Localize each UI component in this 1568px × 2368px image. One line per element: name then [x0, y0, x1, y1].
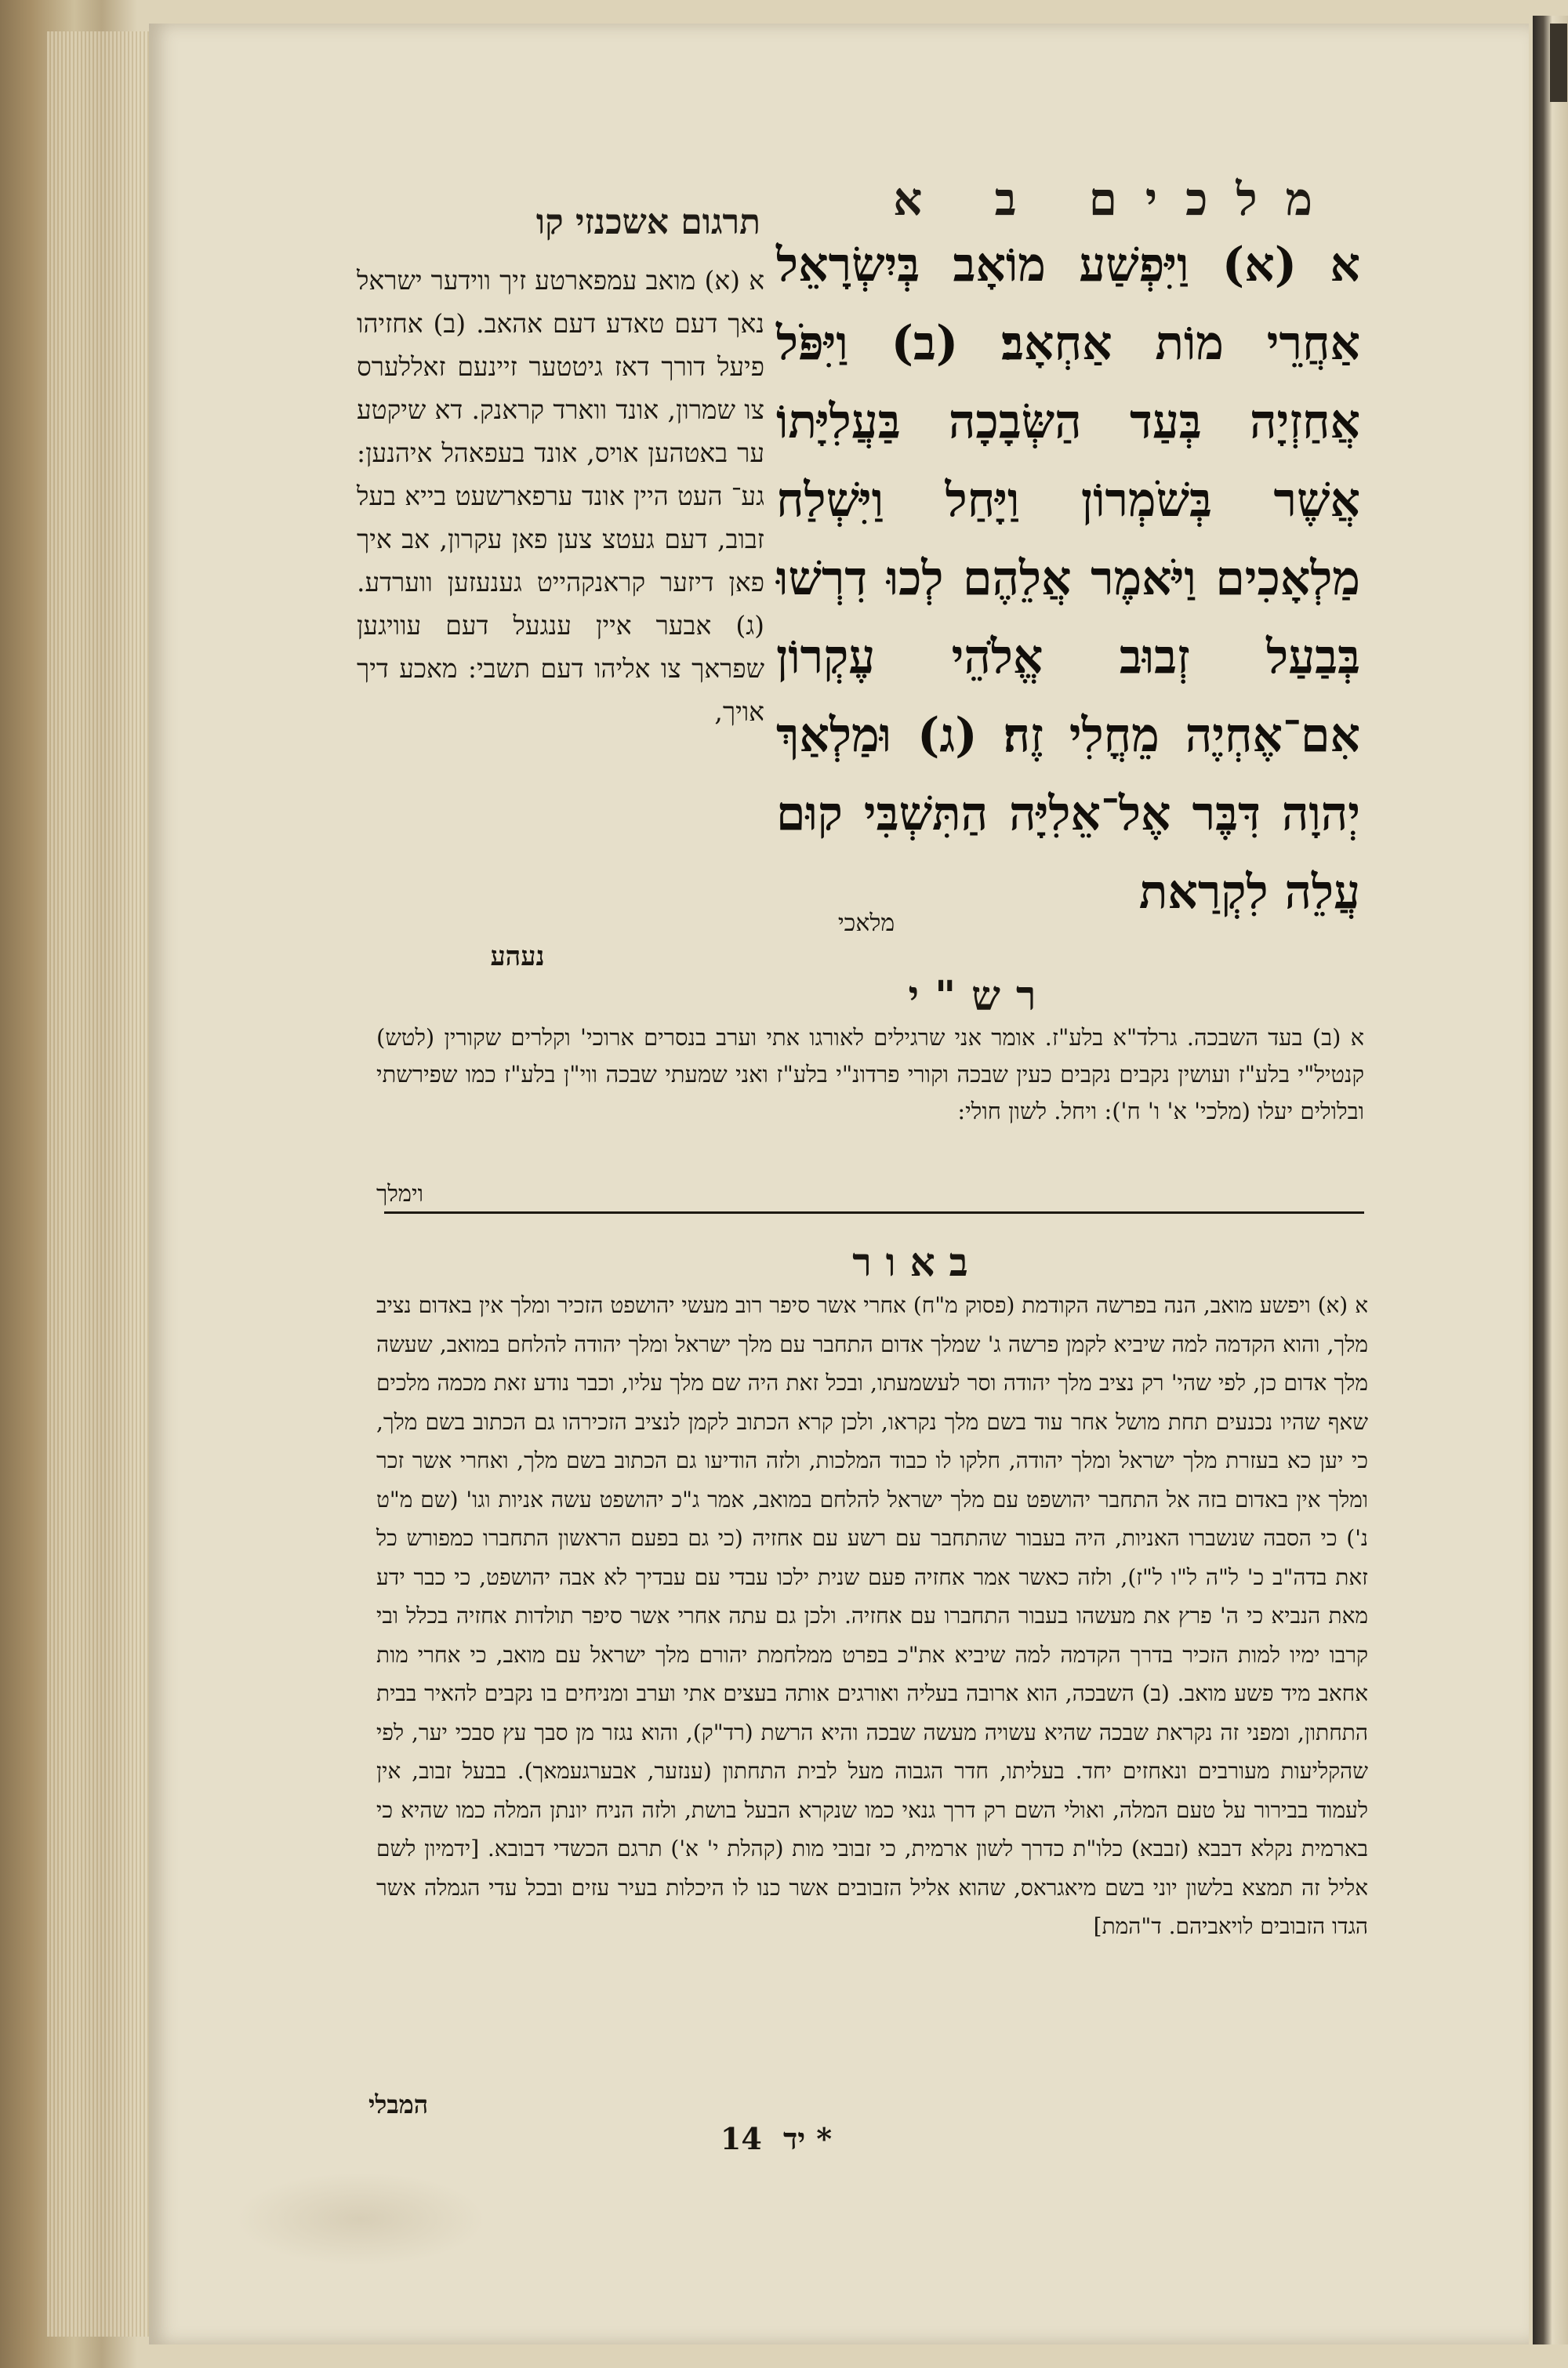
- main-catchword: מלאכי: [837, 910, 895, 937]
- biur-title: באור: [852, 1239, 982, 1285]
- folio-signature: 14*: [720, 2121, 833, 2156]
- biur-catchword: המבלי: [368, 2090, 429, 2119]
- targum-title: תרגום אשכנזי קו: [535, 202, 760, 242]
- targum-catchword: נעהע: [490, 941, 545, 972]
- main-verse-text: א (א) וַיִּפְשַׁע מוֹאָב בְּיִשְׂרָאֵל אַחֲרֵי מוֹת אַחְאָב׃ (ב) וַיִּפֹּל אֲחַזְיָה בְּעַד הַשְּׂבָכָה בַּעֲלִיָּתוֹ אֲשֶׁר בְּשֹׁמְרוֹן וַיָּחַל וַיִּשְׁלַח מַלְאָכִים וַיֹּאמֶר אֲלֵהֶם לְכוּ דִרְשׁוּ בְּבַעַל זְבוּב אֱלֹהֵי עֶקְרוֹן אִם־אֶחְיֶה מֵחֳלִי זֶה׃ (ג) וּמַלְאַךְ יְהוָה דִּבֶּר אֶל־אֵלִיָּה הַתִּשְׁבִּי קוּם עֲלֵה לִקְרַאת: [776, 238, 1360, 920]
- rashi-commentary: א (ב) בעד השבכה. גרלד"א בלע"ז. אומר אני שרגילים לאורגו אתי וערב בנסרים ארוכי' וקלרים שקורין (לטש) קנטיל"י בלע"ז ועושין נקבים נקבים כעין שבכה וקורי פרדונ"י בלע"ז ואני שמעתי שבכה ווי"ן בלע"ז כמו שפירשתי ובלולים יעלו (מלכי' א' ו' ח'): ויחל. לשון חולי:: [376, 1024, 1364, 1124]
- page-fore-edge: [47, 31, 149, 2337]
- paper-stain: [235, 2172, 486, 2266]
- section-divider: [384, 1211, 1364, 1214]
- folio-number: [651, 2121, 902, 2157]
- binding-tab: [1550, 24, 1567, 102]
- rashi-title: רש"י: [908, 972, 1052, 1020]
- adjacent-page-edge: [1533, 16, 1568, 2344]
- folio-hebrew: יד: [783, 2121, 806, 2156]
- biur-commentary: א (א) ויפשע מואב, הנה בפרשה הקודמת (פסוק מ"ח) אחרי אשר סיפר רוב מעשי יהושפט הזכיר ומלך אין באדום נציב מלך, והוא הקדמה למה שיביא לקמן פרשה ג' שמלך אדום התחבר עם מלך ישראל ומלך יהודה להלחם במואב, שעשה מלך אדום כן, לפי שהי' רק נציב מלך יהודה וסר לעשמעתו, ובכל זאת היה שם מלך עליו, וכבר נודע זאת מכמה מלכים שאף שהיו נכנעים תחת מושל אחר עוד בשם מלך נקראו, ולכן קרא הכתוב לקמן לנציב הזכירהו גם הכתוב בשם מלך, כי יען כא בעזרת מלך ישראל ומלך יהודה, חלקו לו כבוד המלכות, ולזה הודיעו גם הכתוב בשם מלך, ואחרי אשר זכר ומלך אין באדום בזה אל התחבר יהושפט עם מלך ישראל להלחם במואב, אמר ג"כ יהושפט עשה אניות וגו' (שם מ"ט נ') כי הסבה שנשברו האניות, היה בעבור שהתחבר עם רשע עם אחזיה (כי גם בפעם הראשון התחברו כמפורש כל זאת בדה"ב כ' ל"ה ל"ו ל"ז), ולזה כאשר אמר אחזיה פעם שנית ילכו עבדי עם עבדיך לא אבה יהושפט, כי כבר ידע מאת הנביא כי ה' פרץ את מעשהו בעבור התחברו עם אחזיה. ולכן גם עתה אחרי אשר סיפר תולדות אחזיה בכלל ובי קרבו ימיו למות הזכיר בדרך הקדמה למה שיביא את"כ בפרט ממלחמת יהורם מלך ישראל עם מואב, כי אחרי מות אחאב מיד פשע מואב. (ב) השבכה, הוא ארובה בעליה ואורגים אותה בעצים אתי וערב ומניחים בו נקבים להאיר בבית התחתון, ומפני זה נקראת שבכה שהיא עשויה מעשה שבכה והיא הרשת (רד"ק), והוא נגזר מן סבך עץ סבכי יער, לפי שהקליעות מעורבים ונאחזים יחד. בעליתו, חדר הגבוה מעל לבית התחתון (ענזער, אבערגעמאך). בבעל זבוב, אין לעמוד בבירור על טעם המלה, ואולי השם רק דרך גנאי כמו שנקרא הבעל בושת, ולזה הניח יונתן המלה כמו שהיא כי בארמית נקלא דבבא (זבבא) כלו"ת כדרך לשון ארמית, כי זבובי מות (קהלת י' א') תרגם הכשדי דבובא. [ידמיון לשם אליל זה תמצא בלשון יוני בשם מיאגראס, שהוא אליל הזבובים אשר כנו לו היכלות בעיר עזים ובכל עדי הגמלה אשר הגדו הזבובים לויאביהם. ד"המת]: [376, 1292, 1368, 1939]
- targum-column-text: א (א) מואב עמפארטע זיך ווידער ישראל נאך דעם טאדע דעם אהאב. (ב) אחזיהו פיעל דורך דאז גיטטער זיינעם זאללערס צו שמרון, אונד ווארד קראנק. דא שיקטע ער באטהען אויס, אונד בעפאהל איהנען: גע־ העט היין אונד ערפארשעט בייא בעל זבוב, דעם געטצ צען פאן עקרון, אב איך פאן דיזער קראנקהייט גענעזען ווערדע. (ג) אבער איין ענגעל דעם עוויגען שפראך צו אליהו דעם תשבי: מאכע דיך אויך,: [357, 265, 764, 727]
- running-title: מלכים ב א: [893, 173, 1341, 226]
- rashi-catchword: וימלך: [376, 1180, 424, 1207]
